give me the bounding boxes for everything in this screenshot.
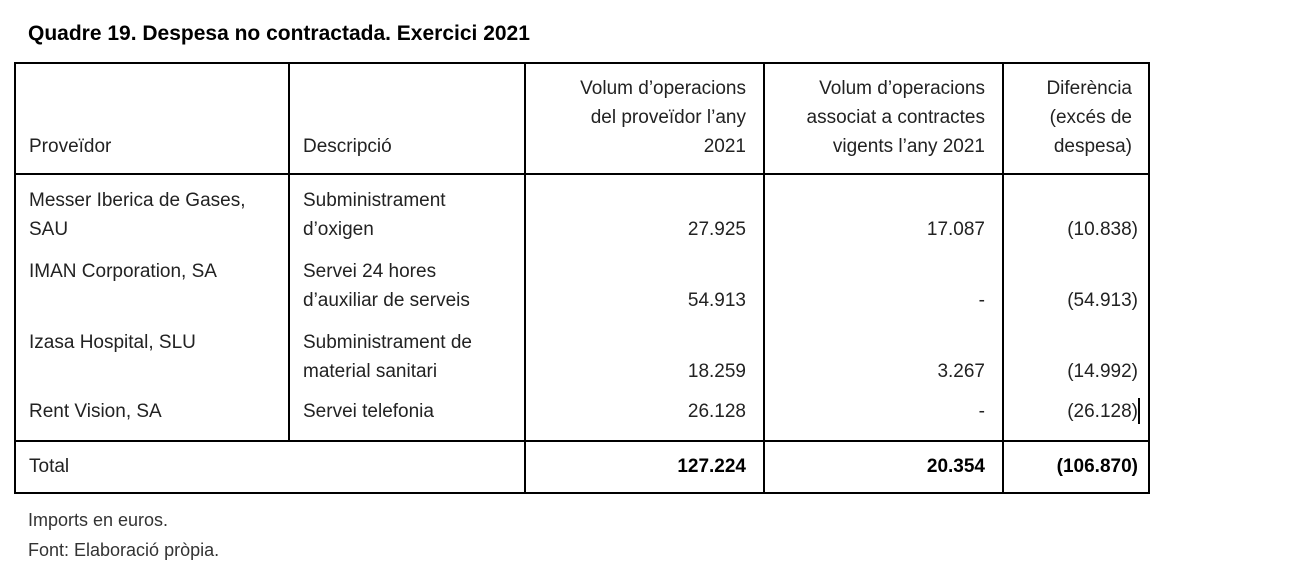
row-2-diferencia: (54.913) (1067, 290, 1138, 311)
header-diferencia (1010, 74, 1132, 161)
header-descripcio: Descripció (303, 136, 392, 157)
cell-line: IMAN Corporation, SA (29, 261, 217, 282)
cell-line: Subministrament (303, 190, 446, 211)
cell-line: material sanitari (303, 361, 438, 382)
table-title: Quadre 19. Despesa no contractada. Exercici 2021 (28, 22, 530, 45)
header-line: Volum d’operacions (580, 78, 746, 99)
row-1-descripcio (303, 186, 446, 244)
header-line: despesa) (1053, 136, 1132, 157)
header-line: del proveïdor l’any (590, 107, 746, 128)
column-divider (288, 64, 290, 440)
row-1-volum-proveidor: 27.925 (687, 219, 746, 240)
cell-line: d’auxiliar de serveis (303, 290, 470, 311)
cell-line: Messer Iberica de Gases, (29, 190, 246, 211)
row-1-volum-contractes: 17.087 (926, 219, 985, 240)
row-4-descripcio (303, 397, 434, 426)
total-volum-contractes: 20.354 (926, 456, 985, 477)
row-3-descripcio (303, 328, 472, 386)
row-2-proveidor (29, 257, 217, 286)
header-volum-contractes (771, 74, 985, 161)
row-3-volum-contractes: 3.267 (937, 361, 985, 382)
row-1-diferencia: (10.838) (1067, 219, 1138, 240)
header-divider (16, 173, 1148, 175)
cell-line: Rent Vision, SA (29, 401, 162, 422)
text-cursor (1138, 398, 1140, 424)
header-line: vigents l’any 2021 (832, 136, 985, 157)
total-volum-proveidor: 127.224 (677, 456, 746, 477)
cell-line: d’oxigen (303, 219, 374, 240)
cell-line: SAU (29, 219, 69, 240)
row-3-volum-proveidor: 18.259 (687, 361, 746, 382)
total-label: Total (29, 456, 70, 477)
row-4-volum-contractes: - (978, 401, 985, 422)
row-3-diferencia: (14.992) (1067, 361, 1138, 382)
expense-table (14, 62, 1150, 494)
header-proveidor: Proveïdor (29, 136, 112, 157)
column-divider (524, 64, 526, 492)
row-4-proveidor (29, 397, 162, 426)
row-2-descripcio (303, 257, 470, 315)
header-line: (excés de (1049, 107, 1132, 128)
total-diferencia: (106.870) (1056, 456, 1138, 477)
row-4-volum-proveidor: 26.128 (687, 401, 746, 422)
cell-line: Servei 24 hores (303, 261, 437, 282)
header-line: Volum d’operacions (819, 78, 985, 99)
column-divider (763, 64, 765, 492)
row-3-proveidor (29, 328, 196, 357)
row-2-volum-proveidor: 54.913 (687, 290, 746, 311)
footnote-units: Imports en euros. (28, 510, 169, 530)
cell-line: Izasa Hospital, SLU (29, 332, 196, 353)
column-divider (1002, 64, 1004, 492)
footnote-source: Font: Elaboració pròpia. (28, 540, 220, 560)
header-line: Diferència (1046, 78, 1132, 99)
row-2-volum-contractes: - (978, 290, 985, 311)
row-1-proveidor (29, 186, 245, 244)
row-4-diferencia: (26.128) (1067, 401, 1138, 422)
cell-line: Subministrament de (303, 332, 472, 353)
header-line: 2021 (703, 136, 746, 157)
total-divider (16, 440, 1148, 442)
cell-line: Servei telefonia (303, 401, 434, 422)
header-line: associat a contractes (806, 107, 985, 128)
header-volum-proveidor (536, 74, 746, 161)
